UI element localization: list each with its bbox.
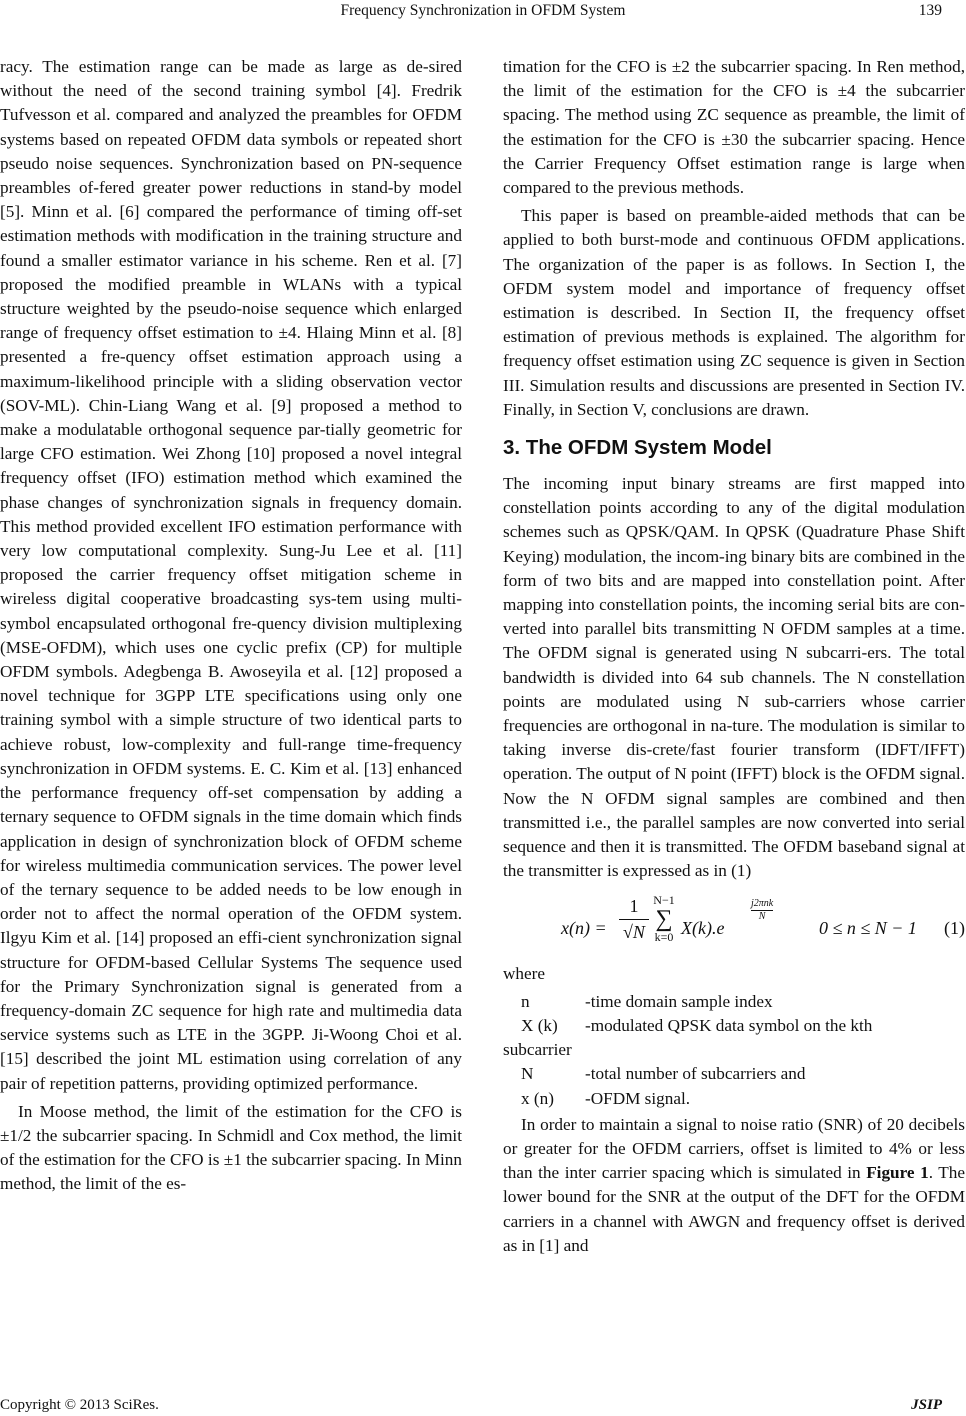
equation-fraction-denominator: √N: [623, 921, 645, 942]
right-paragraph-2: This paper is based on preamble-aided methods that can be applied to both burst-mode and continuous OFDM applications. The organization of the paper is as follows. In Section I, the OFDM system model and importance of frequency offset estimation is described. In Section II, the frequency offset estimation of previous methods is explained. The algorithm for frequency offset estimation using ZC sequence is given in Section III. Simulation results and discussions are presented in Section IV. Finally, in Section V, conclusions are drawn.: [503, 206, 965, 419]
footer-journal: JSIP: [911, 1397, 942, 1413]
paragraph-text: . The lower bound for the SNR at the output of the DFT for the OFDM carriers in a channel with AWGN and frequency offset is derived as in [1] and: [503, 1163, 966, 1255]
right-paragraph-1: timation for the CFO is ±2 the subcarrier spacing. In Ren method, the limit of the estimation for the CFO is ±4 the subcarrier spacing. The method using ZC sequence as preamble, the limit of the estimation for the CFO is ±30 the subcarrier spacing. Hence the Carrier Frequency Offset estimation range is large when compared to the previous methods.: [503, 57, 965, 198]
summation-upper-limit: N−1: [653, 892, 675, 907]
definition-row: [503, 1087, 965, 1111]
section-heading: 3. The OFDM System Model: [503, 436, 772, 460]
definition-term: X (k): [521, 1015, 558, 1035]
equation-range: 0 ≤ n ≤ N − 1: [819, 917, 917, 938]
summation-lower-limit: k=0: [654, 929, 674, 944]
page-number: 139: [918, 2, 942, 19]
equation-lhs: x(n) =: [561, 917, 607, 938]
equation-number: (1): [944, 917, 965, 938]
right-column: [503, 55, 965, 1258]
running-header-title: Frequency Synchronization in OFDM System: [340, 2, 626, 19]
definition-description: -modulated QPSK data symbol on the kth: [585, 1015, 873, 1035]
equation-fraction: [619, 894, 649, 944]
figure-reference: Figure 1: [866, 1163, 929, 1183]
exponent-numerator: j2πnk: [751, 897, 774, 909]
left-column: [0, 55, 462, 1197]
left-paragraph-1: racy. The estimation range can be made as large as de-sired without the need of the second training symbol [4]. Fredrik Tufvesson et al. compared and analyzed the preambles for OFDM systems based on repeated OFDM data symbols or repeated short pseudo noise sequences. Synchronization based on PN-sequence preambles of-fered greater power reductions in stand-by model [5]. Minn et al. [6] compared the performance of timing off-set estimation methods with modification in the training structure and found a smaller estimator variance in his scheme. Ren et al. [7] proposed the modified preamble in WLANs with a typical structure weighted by the pseudo-noise sequence which enlarged range of frequency offset estimation to ±4. Hlaing Minn et al. [8] presented a fre-quency offset estimation approach using a maximum-likelihood principle with a sliding observation vector (SOV-ML). Chin-Liang Wang et al. [9] proposed a method to make a modulatable orthogonal sequence par-tially geometric for large CFO estimation. Wei Zhong [10] proposed a novel integral frequency offset (IFO) estimation method which examined the phase changes of synchronization signals in frequency domain. This method provided excellent IFO estimation performance with very low computational complexity. Sung-Ju Lee et al. [11] proposed the carrier frequency offset mitigation scheme in wireless digital cooperative broadcasting sys-tem using multi-symbol encapsulated orthogonal fre-quency division multiplexing (MSE-OFDM), which uses one cyclic prefix (CP) for multiple OFDM symbols. Adegbenga B. Awoseyila et al. [12] proposed a novel technique for 3GPP LTE specifications using only one training symbol with a simple structure of two identical parts to achieve robust, low-complexity and full-range time-frequency synchronization in OFDM systems. E. C. Kim et al. [13] enhanced the performance frequency off-set compensation by adding a ternary sequence to OFDM signals in the time domain which finds application in design of synchronization block of OFDM scheme for wireless multimedia communication services. The power level of the ternary sequence to be added needs to be low enough in order not to affect the normal operation of the OFDM system. Ilgyu Kim et al. [14] proposed an effi-cient synchronization signal structure for OFDM-based Cellular Systems The sequence used for the Primary Synchronization signal is generated from a frequency-domain ZC sequence for high rate and multimedia data service systems such as LTE in the 3GPP. Ji-Woong Choi et al. [15] described the joint ML estimation using correlation of any pair of repetition patterns, providing optimized performance.: [0, 57, 462, 1093]
summation-sigma: ∑: [655, 905, 673, 932]
definition-term: x (n): [521, 1088, 554, 1108]
definition-row: [503, 1062, 965, 1086]
left-paragraph-2: In Moose method, the limit of the estimation for the CFO is ±1/2 the subcarrier spacing. In Schmidl and Cox method, the limit of the estimation for the CFO is ±1 the subcarrier spacing. In Minn method, the limit of the es-: [0, 1101, 462, 1194]
right-paragraph-3: The incoming input binary streams are first mapped into constellation points according to any of the digital modulation schemes such as QPSK/QAM. In QPSK (Quadrature Phase Shift Keying) modulation, the incom-ing binary bits are combined in the form of two bits and are mapped into constellation point. After mapping into constellation points, the incoming serial bits are con-verted into parallel bits transmitting N OFDM samples at a time. The OFDM signal is generated using N subcarri-ers. The total bandwidth is divided into 64 sub channels. The N constellation points are modulated using N sub-carriers whose carrier frequencies are orthogonal in na-ture. The modulation is similar to taking inverse dis-crete/fast fourier transform (IDFT/IFFT) operation. The output of N point (IFFT) block is the OFDM signal. Now the N OFDM signal samples are combined and then transmitted i.e., the parallel samples are now converted into serial sequence and then it is transmitted. The OFDM baseband signal at the transmitter is expressed as in (1): [503, 474, 965, 881]
equation-term: X(k).e: [681, 917, 725, 938]
paragraph-text: In order to maintain a signal to noise ratio (SNR) of 20 decibels or greater for the OFDM carriers, offset is limited to 4% or less than the inter carrier spacing which is simulated in: [503, 1114, 965, 1183]
exponent-denominator: N: [758, 910, 766, 922]
definition-term: n: [521, 991, 530, 1011]
equation-fraction-numerator: 1: [619, 894, 649, 920]
definition-term: N: [521, 1064, 534, 1084]
definition-description: -total number of subcarriers and: [585, 1064, 806, 1084]
definition-continuation: subcarrier: [503, 1040, 572, 1060]
definition-description: -time domain sample index: [585, 991, 773, 1011]
definition-description: -OFDM signal.: [585, 1088, 691, 1108]
definition-row: [503, 990, 965, 1014]
where-label: where: [503, 963, 545, 983]
definition-list: [503, 990, 965, 1111]
right-paragraph-4: [503, 1113, 965, 1258]
definition-row: [503, 1014, 965, 1038]
equation-1: [503, 890, 965, 954]
equation-summation: [653, 894, 675, 944]
footer-copyright: Copyright © 2013 SciRes.: [0, 1397, 159, 1413]
equation-exponent: [751, 898, 773, 923]
